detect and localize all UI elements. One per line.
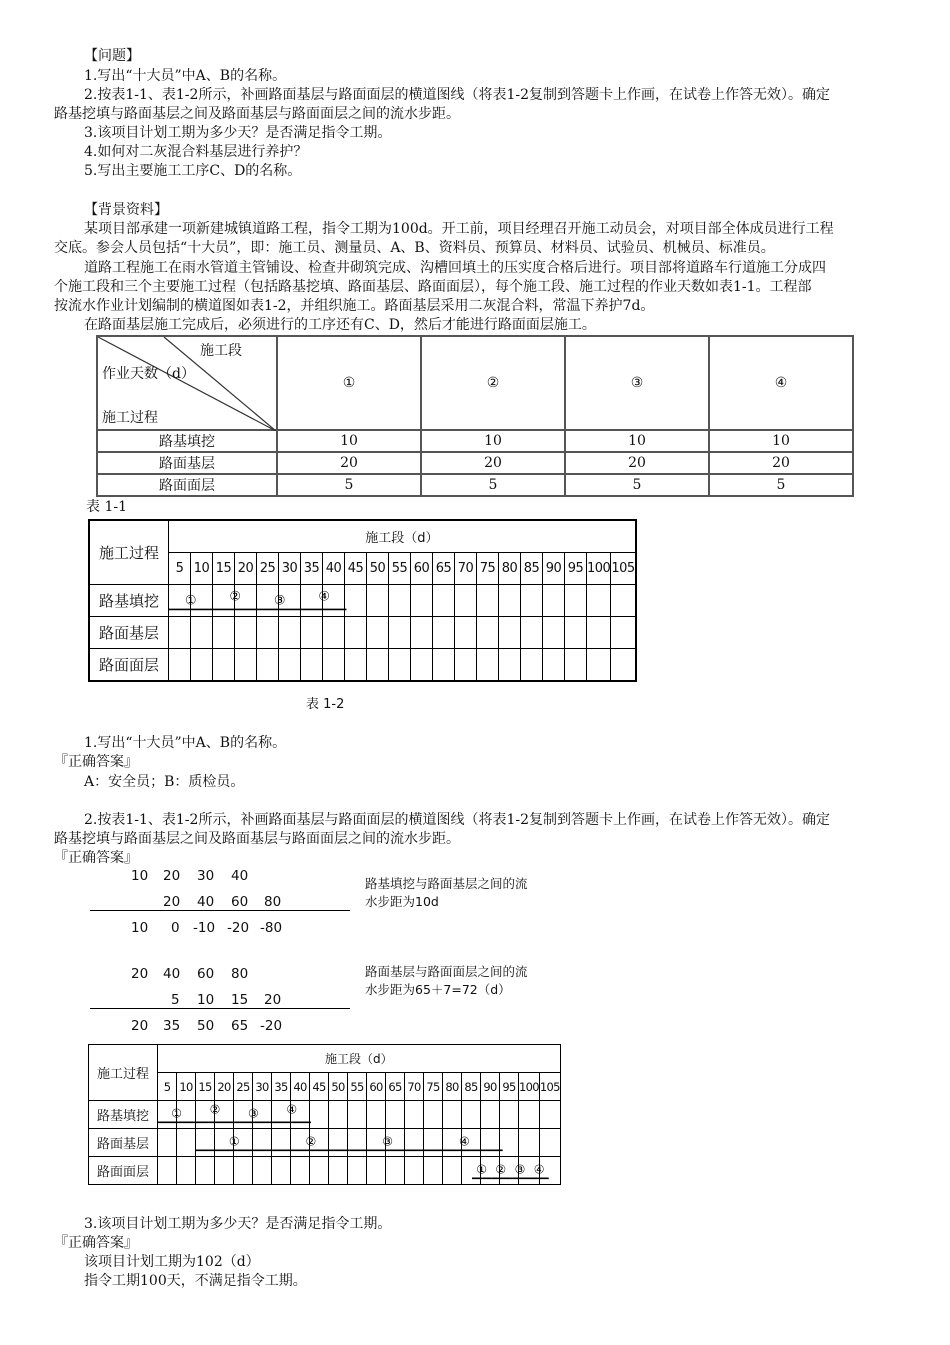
table-row: [97, 430, 853, 452]
segment-days-header: 施工段（d）: [169, 520, 636, 553]
gantt-cell: [455, 585, 477, 617]
gantt-cell: [499, 617, 521, 649]
gantt-cell: [234, 1157, 253, 1185]
calc1-r3-2: -10: [193, 920, 216, 936]
gantt-cell: [158, 1101, 177, 1129]
gantt-cell: [169, 649, 191, 682]
gantt-cell: [323, 649, 345, 682]
gantt-cell: [455, 617, 477, 649]
day-tick: 85: [521, 553, 543, 585]
day-tick: 105: [611, 553, 636, 585]
day-tick: 90: [481, 1073, 500, 1101]
day-tick: 45: [310, 1073, 329, 1101]
day-tick: 100: [587, 553, 611, 585]
gantt-cell: [191, 617, 213, 649]
calc2-r2-0: 5: [171, 992, 180, 1008]
gantt-cell: [389, 649, 411, 682]
gantt-cell: [481, 1129, 500, 1157]
gantt-cell: [196, 1101, 215, 1129]
gantt-cell: [424, 1129, 443, 1157]
gantt-cell: [345, 617, 367, 649]
background-para-2-cont2: 按流水作业计划编制的横道图如表1-2，并组织施工。路面基层采用二灰混合料，常温下养护7d。: [54, 298, 655, 314]
gantt-cell: [481, 1157, 500, 1185]
gantt-row-label: 路面面层: [89, 1157, 158, 1185]
gantt-bar-label: ③: [273, 593, 286, 609]
question-5: 5.写出主要施工工序C、D的名称。: [84, 163, 302, 179]
gantt-bar-label: ①: [476, 1162, 487, 1177]
calc2-r1-0: 20: [131, 966, 149, 982]
day-tick: 40: [291, 1073, 310, 1101]
calc1-r1-2: 30: [197, 868, 215, 884]
gantt-cell: [310, 1129, 329, 1157]
gantt-cell: [499, 649, 521, 682]
calc1-r1-3: 40: [231, 868, 249, 884]
gantt-cell: [539, 1129, 560, 1157]
gantt-cell: [272, 1129, 291, 1157]
gantt-cell: [253, 1129, 272, 1157]
calc1-r3-4: -80: [260, 920, 283, 936]
calc1-note-2: 水步距为10d: [365, 894, 439, 909]
answer-gantt-table: [88, 1044, 561, 1185]
calc2-r3-1: 35: [163, 1018, 181, 1034]
gantt-cell: [177, 1101, 196, 1129]
gantt-cell: [477, 649, 499, 682]
gantt-cell: [519, 1129, 540, 1157]
calc1-r2-0: 20: [163, 894, 181, 910]
gantt-cell: [310, 1157, 329, 1185]
day-tick: 80: [499, 553, 521, 585]
gantt-cell: [477, 585, 499, 617]
gantt-cell: [424, 1101, 443, 1129]
calc2-r2-2: 15: [231, 992, 249, 1008]
gantt-cell: [215, 1101, 234, 1129]
background-heading: 【背景资料】: [84, 202, 168, 218]
gantt-row: [89, 585, 636, 617]
day-tick: 80: [443, 1073, 462, 1101]
gantt-bar-label: ③: [382, 1134, 394, 1149]
background-para-1: 某项目部承建一项新建城镇道路工程，指令工期为100d。开工前，项目经理召开施工动员会，对项目部全体成员进行工程: [84, 221, 834, 237]
answer-1-label: 『正确答案』: [54, 754, 138, 770]
gantt-row: [89, 649, 636, 682]
answer-2-label: 『正确答案』: [54, 850, 138, 866]
gantt-cell: [611, 649, 636, 682]
gantt-cell: [433, 585, 455, 617]
calc1-note-1: 路基填挖与路面基层之间的流: [365, 876, 528, 891]
gantt-cell: [169, 585, 191, 617]
table-row: [97, 474, 853, 496]
gantt-cell: [257, 617, 279, 649]
gantt-cell: [329, 1101, 348, 1129]
calc1-r3-1: 0: [171, 920, 180, 936]
diagonal-header-cell: [97, 336, 277, 430]
gantt-cell: [386, 1101, 405, 1129]
calc1-r3-0: 10: [131, 920, 149, 936]
day-tick: 20: [235, 553, 257, 585]
day-tick: 30: [253, 1073, 272, 1101]
answer-3-line-1: 该项目计划工期为102（d）: [84, 1254, 260, 1270]
gantt-cell: [177, 1129, 196, 1157]
gantt-cell: [539, 1157, 560, 1185]
segment-4-header: ④: [709, 336, 853, 430]
gantt-cell: [213, 649, 235, 682]
gantt-bar-label: ③: [248, 1106, 259, 1121]
gantt-row-label: 路面基层: [89, 1129, 158, 1157]
calc2-note-1: 路面基层与路面面层之间的流: [365, 964, 528, 979]
cell: 20: [277, 452, 421, 474]
day-tick: 55: [348, 1073, 367, 1101]
calc1-r3-3: -20: [227, 920, 250, 936]
background-para-3: 在路面基层施工完成后，必须进行的工序还有C、D，然后才能进行路面面层施工。: [84, 317, 596, 333]
calc2-r2-1: 10: [197, 992, 215, 1008]
cell: 20: [421, 452, 565, 474]
day-tick: 25: [234, 1073, 253, 1101]
question-3: 3.该项目计划工期为多少天？是否满足指令工期。: [84, 125, 392, 141]
gantt-cell: [587, 617, 611, 649]
gantt-cell: [235, 585, 257, 617]
gantt-cell: [291, 1101, 310, 1129]
gantt-cell: [443, 1129, 462, 1157]
background-para-1-cont: 交底。参会人员包括“十大员”，即：施工员、测量员、A、B、资料员、预算员、材料员、试验员、机械员、标准员。: [54, 240, 775, 256]
answer-3-line-2: 指令工期100天，不满足指令工期。: [84, 1273, 307, 1289]
gantt-cell: [348, 1129, 367, 1157]
gantt-bar-label: ①: [171, 1106, 183, 1121]
gantt-cell: [234, 1101, 253, 1129]
gantt-row-label: 路面面层: [89, 649, 169, 682]
cell: 5: [565, 474, 709, 496]
gantt-cell: [348, 1101, 367, 1129]
gantt-cell: [462, 1157, 481, 1185]
gantt-bar-label: ②: [495, 1162, 507, 1177]
gantt-cell: [565, 617, 587, 649]
gantt-cell: [177, 1157, 196, 1185]
gantt-cell: [405, 1157, 424, 1185]
gantt-row-label: 路面基层: [89, 617, 169, 649]
gantt-cell: [301, 617, 323, 649]
day-tick: 90: [543, 553, 565, 585]
gantt-cell: [405, 1101, 424, 1129]
gantt-cell: [481, 1101, 500, 1129]
gantt-cell: [272, 1157, 291, 1185]
answer-1-question: 1.写出“十大员”中A、B的名称。: [84, 735, 287, 751]
process-header: 施工过程: [89, 520, 169, 585]
segment-days-header: 施工段（d）: [158, 1045, 561, 1073]
table-1-2-caption: 表 1-2: [306, 697, 345, 712]
gantt-cell: [443, 1157, 462, 1185]
gantt-cell: [462, 1101, 481, 1129]
diag-process-label: 施工过程: [102, 410, 158, 426]
gantt-row-label: 路基填挖: [89, 585, 169, 617]
cell: 5: [709, 474, 853, 496]
gantt-cell: [433, 617, 455, 649]
day-tick: 15: [196, 1073, 215, 1101]
gantt-cell: [424, 1157, 443, 1185]
calc2-note-2: 水步距为65＋7=72（d）: [365, 982, 511, 997]
gantt-cell: [521, 649, 543, 682]
calc1-r2-3: 80: [264, 894, 282, 910]
cell: 10: [421, 430, 565, 452]
gantt-row: [89, 1129, 561, 1157]
day-tick: 20: [215, 1073, 234, 1101]
gantt-cell: [235, 649, 257, 682]
gantt-cell: [323, 585, 345, 617]
cell: 10: [277, 430, 421, 452]
background-para-2-cont: 个施工段和三个主要施工过程（包括路基挖填、路面基层、路面面层），每个施工段、施工过程的作业天数如表1-1。工程部: [54, 279, 812, 295]
answer-3-label: 『正确答案』: [54, 1235, 138, 1251]
answer-3-question: 3.该项目计划工期为多少天？是否满足指令工期。: [84, 1216, 392, 1232]
gantt-cell: [539, 1101, 560, 1129]
calc1-r2-1: 40: [197, 894, 215, 910]
day-tick: 105: [539, 1073, 560, 1101]
day-tick: 85: [462, 1073, 481, 1101]
calc2-r1-3: 80: [231, 966, 249, 982]
gantt-row: [89, 617, 636, 649]
cell: 20: [709, 452, 853, 474]
calc1-r1-0: 10: [131, 868, 149, 884]
gantt-bar-label: ④: [286, 1102, 298, 1117]
gantt-cell: [310, 1101, 329, 1129]
gantt-cell: [500, 1157, 519, 1185]
table-row: [97, 452, 853, 474]
day-tick: 100: [519, 1073, 540, 1101]
gantt-cell: [405, 1129, 424, 1157]
gantt-cell: [301, 585, 323, 617]
day-tick: 45: [345, 553, 367, 585]
gantt-cell: [367, 1129, 386, 1157]
segment-2-header: ②: [421, 336, 565, 430]
gantt-cell: [348, 1157, 367, 1185]
gantt-cell: [521, 617, 543, 649]
background-para-2: 道路工程施工在雨水管道主管铺设、检查井砌筑完成、沟槽回填土的压实度合格后进行。项目部将道路车行道施工分成四: [84, 260, 826, 276]
cell: 10: [565, 430, 709, 452]
segment-1-header: ①: [277, 336, 421, 430]
table-1-1: [96, 335, 854, 497]
gantt-cell: [253, 1101, 272, 1129]
day-tick: 60: [411, 553, 433, 585]
gantt-cell: [279, 649, 301, 682]
gantt-cell: [235, 617, 257, 649]
day-tick: 30: [279, 553, 301, 585]
calc1-r1-1: 20: [163, 868, 181, 884]
gantt-row: [89, 1101, 561, 1129]
gantt-cell: [611, 585, 636, 617]
gantt-cell: [158, 1129, 177, 1157]
day-tick: 65: [386, 1073, 405, 1101]
gantt-cell: [411, 617, 433, 649]
gantt-bar-label: ②: [305, 1134, 317, 1149]
gantt-bar-label: ④: [458, 1134, 470, 1149]
gantt-cell: [565, 585, 587, 617]
day-tick: 95: [565, 553, 587, 585]
gantt-cell: [301, 649, 323, 682]
gantt-cell: [215, 1157, 234, 1185]
row-label: 路面面层: [97, 474, 277, 496]
gantt-cell: [345, 649, 367, 682]
gantt-cell: [213, 617, 235, 649]
gantt-cell: [587, 585, 611, 617]
gantt-cell: [215, 1129, 234, 1157]
gantt-cell: [257, 585, 279, 617]
gantt-bar-label: ②: [229, 589, 242, 605]
row-label: 路面基层: [97, 452, 277, 474]
calc1-rule: [90, 910, 350, 911]
gantt-cell: [158, 1157, 177, 1185]
questions-heading: 【问题】: [84, 48, 140, 64]
gantt-cell: [323, 617, 345, 649]
gantt-bar-label: ③: [514, 1162, 526, 1177]
day-tick: 95: [500, 1073, 519, 1101]
gantt-cell: [191, 585, 213, 617]
answer-1-text: A：安全员；B：质检员。: [84, 774, 245, 790]
question-1: 1.写出“十大员”中A、B的名称。: [84, 68, 287, 84]
diag-segment-label: 施工段: [200, 343, 242, 359]
day-tick: 60: [367, 1073, 386, 1101]
gantt-cell: [499, 585, 521, 617]
gantt-cell: [272, 1101, 291, 1129]
cell: 5: [421, 474, 565, 496]
process-header: 施工过程: [89, 1045, 158, 1101]
calc2-r3-2: 50: [197, 1018, 215, 1034]
gantt-cell: [565, 649, 587, 682]
calc1-r2-2: 60: [231, 894, 249, 910]
gantt-bar-label: ②: [209, 1102, 221, 1117]
day-tick: 15: [213, 553, 235, 585]
gantt-cell: [386, 1129, 405, 1157]
gantt-cell: [386, 1157, 405, 1185]
gantt-cell: [329, 1129, 348, 1157]
day-tick: 50: [367, 553, 389, 585]
gantt-cell: [253, 1157, 272, 1185]
gantt-cell: [329, 1157, 348, 1185]
gantt-cell: [500, 1129, 519, 1157]
gantt-cell: [587, 649, 611, 682]
day-tick: 50: [329, 1073, 348, 1101]
day-tick: 70: [455, 553, 477, 585]
cell: 5: [277, 474, 421, 496]
gantt-cell: [367, 617, 389, 649]
gantt-cell: [367, 585, 389, 617]
gantt-cell: [455, 649, 477, 682]
gantt-cell: [291, 1129, 310, 1157]
answer-2-question-cont: 路基挖填与路面基层之间及路面基层与路面面层之间的流水步距。: [54, 831, 460, 847]
gantt-cell: [411, 585, 433, 617]
day-tick: 5: [169, 553, 191, 585]
gantt-bar-label: ④: [318, 589, 331, 605]
cell: 10: [709, 430, 853, 452]
day-tick: 5: [158, 1073, 177, 1101]
gantt-cell: [543, 585, 565, 617]
answer-2-question: 2.按表1-1、表1-2所示，补画路面基层与路面面层的横道图线（将表1-2复制到答题卡上作画，在试卷上作答无效）。确定: [84, 812, 830, 828]
cell: 20: [565, 452, 709, 474]
gantt-cell: [169, 617, 191, 649]
day-tick: 35: [272, 1073, 291, 1101]
gantt-cell: [443, 1101, 462, 1129]
gantt-cell: [543, 617, 565, 649]
gantt-bar-label: ①: [184, 593, 197, 609]
gantt-cell: [257, 649, 279, 682]
gantt-cell: [213, 585, 235, 617]
day-tick: 10: [191, 553, 213, 585]
gantt-cell: [519, 1101, 540, 1129]
gantt-cell: [367, 1101, 386, 1129]
gantt-cell: [345, 585, 367, 617]
gantt-cell: [196, 1157, 215, 1185]
gantt-row: [89, 1157, 561, 1185]
calc2-r1-2: 60: [197, 966, 215, 982]
question-2-cont: 路基挖填与路面基层之间及路面基层与路面面层之间的流水步距。: [54, 106, 460, 122]
day-tick: 10: [177, 1073, 196, 1101]
gantt-cell: [411, 649, 433, 682]
day-tick: 55: [389, 553, 411, 585]
table-1-1-caption: 表 1-1: [86, 499, 127, 515]
calc2-r1-1: 40: [163, 966, 181, 982]
gantt-cell: [191, 649, 213, 682]
gantt-row-label: 路基填挖: [89, 1101, 158, 1129]
gantt-cell: [433, 649, 455, 682]
question-4: 4.如何对二灰混合料基层进行养护？: [84, 144, 308, 160]
calc2-r2-3: 20: [264, 992, 282, 1008]
day-tick: 75: [424, 1073, 443, 1101]
calc2-rule: [90, 1008, 350, 1009]
gantt-cell: [500, 1101, 519, 1129]
gantt-cell: [462, 1129, 481, 1157]
day-tick: 75: [477, 553, 499, 585]
gantt-cell: [389, 585, 411, 617]
question-2: 2.按表1-1、表1-2所示，补画路面基层与路面面层的横道图线（将表1-2复制到答题卡上作画，在试卷上作答无效）。确定: [84, 87, 830, 103]
gantt-cell: [367, 649, 389, 682]
gantt-cell: [196, 1129, 215, 1157]
table-1-2: [88, 519, 637, 682]
gantt-cell: [543, 649, 565, 682]
day-tick: 25: [257, 553, 279, 585]
gantt-cell: [367, 1157, 386, 1185]
gantt-cell: [477, 617, 499, 649]
gantt-cell: [279, 617, 301, 649]
segment-3-header: ③: [565, 336, 709, 430]
gantt-cell: [234, 1129, 253, 1157]
gantt-bar-label: ①: [228, 1134, 240, 1149]
gantt-cell: [279, 585, 301, 617]
gantt-bar-label: ④: [533, 1162, 545, 1177]
gantt-cell: [291, 1157, 310, 1185]
diag-days-label: 作业天数（d）: [102, 366, 195, 382]
calc2-r3-4: -20: [260, 1018, 283, 1034]
day-tick: 70: [405, 1073, 424, 1101]
row-label: 路基填挖: [97, 430, 277, 452]
gantt-cell: [521, 585, 543, 617]
gantt-cell: [611, 617, 636, 649]
day-tick: 35: [301, 553, 323, 585]
day-tick: 40: [323, 553, 345, 585]
calc2-r3-3: 65: [231, 1018, 249, 1034]
gantt-cell: [519, 1157, 540, 1185]
calc2-r3-0: 20: [131, 1018, 149, 1034]
gantt-cell: [389, 617, 411, 649]
day-tick: 65: [433, 553, 455, 585]
